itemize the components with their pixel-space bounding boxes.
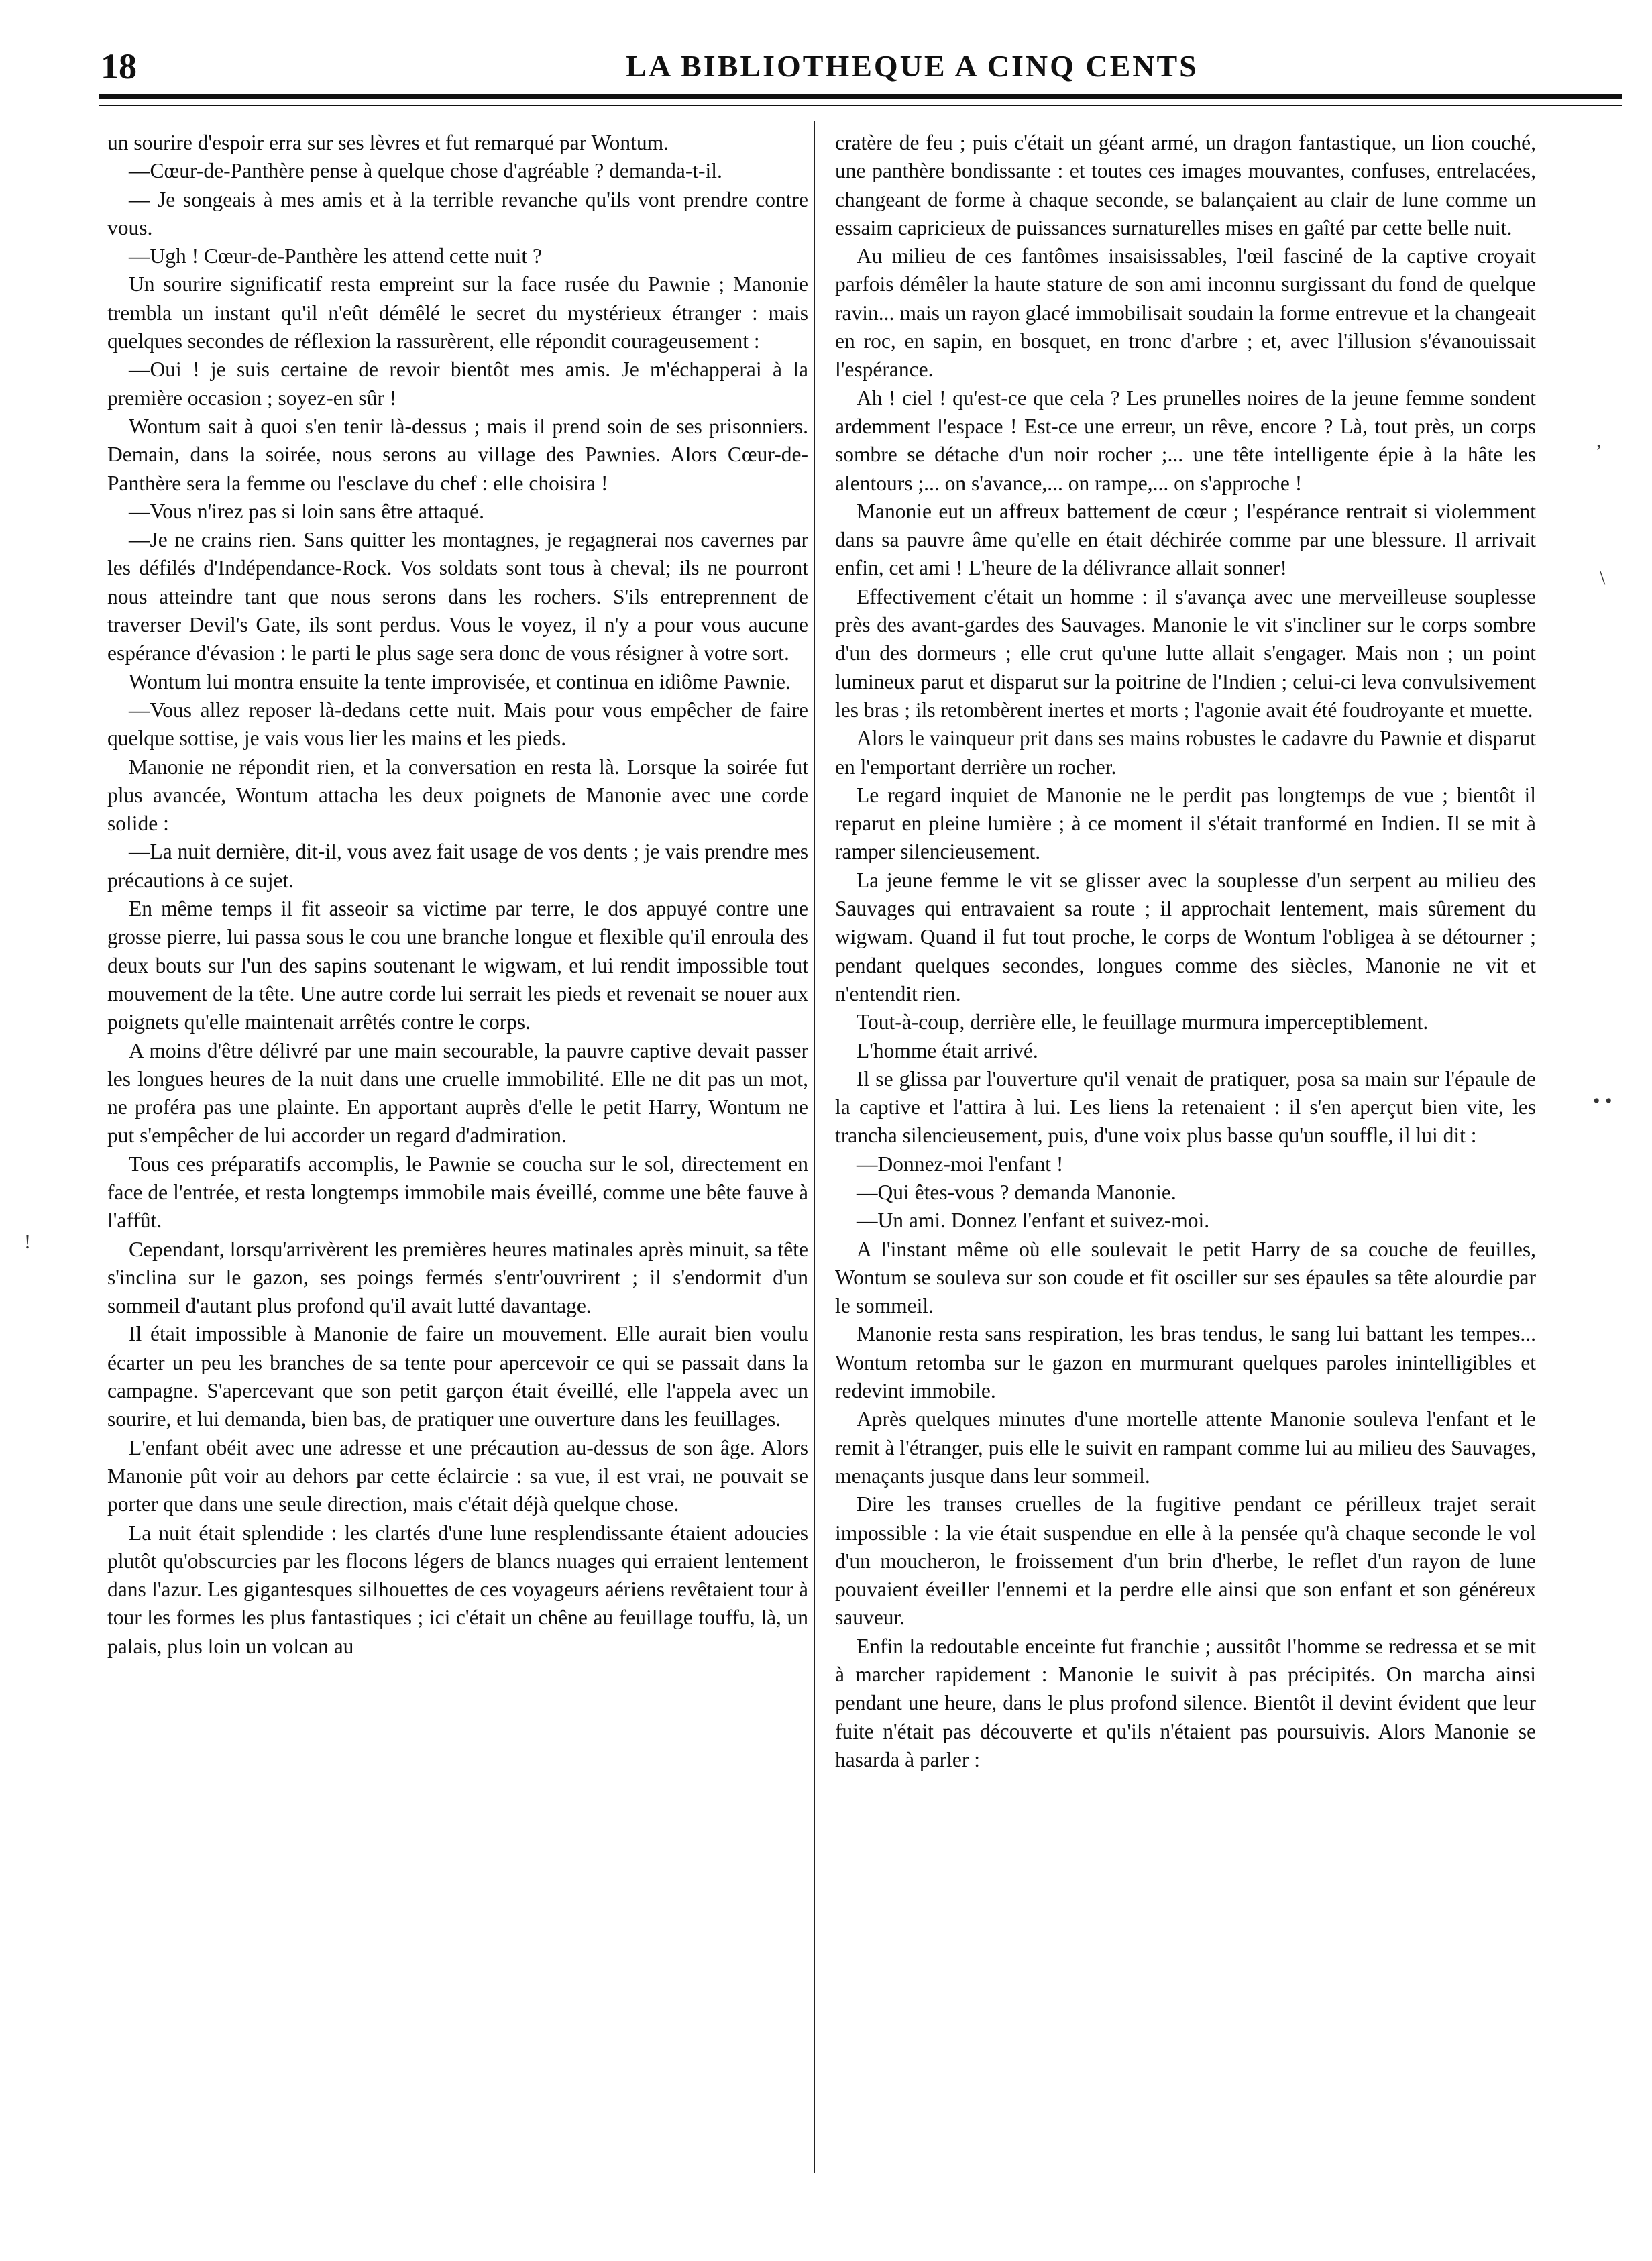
paragraph: —Donnez-moi l'enfant ! bbox=[857, 1152, 1064, 1176]
paragraph: Manonie eut un affreux battement de cœur ; l'espérance rentrait si violemment dans sa pauvre âme qu'elle en était déchirée comme par une blessure. Il arrivait enfin, cet ami ! L'heure de la délivrance allait sonner! bbox=[835, 499, 1536, 580]
header-rule-thin bbox=[99, 105, 1622, 106]
page-number: 18 bbox=[101, 46, 137, 87]
column-divider bbox=[814, 121, 815, 2173]
paragraph: — Je songeais à mes amis et à la terrible revanche qu'ils vont prendre contre vous. bbox=[107, 187, 808, 239]
paragraph: En même temps il fit asseoir sa victime par terre, le dos appuyé contre une grosse pierre, lui passa sous le cou une branche longue et flexible qu'il enroula des deux bouts sur l'un des sapins soutenant le wigwam, et lui rendit impossible tout mouvement de la tête. Une autre corde lui serrait les pieds et revenait se nouer aux poignets qu'elle maintenait arrêtés contre le corps. bbox=[107, 897, 808, 1034]
paragraph: Wontum sait à quoi s'en tenir là-dessus ; mais il prend soin de ses prisonniers. Demain, dans la soirée, nous serons au village des Pawnies. Alors Cœur-de-Panthère sera la femme ou l'esclave du chef : elle choisira ! bbox=[107, 414, 808, 495]
paragraph: Il était impossible à Manonie de faire un mouvement. Elle aurait bien voulu écarter un peu les branches de sa tente pour apercevoir ce qui se passait dans la campagne. S'apercevant que son petit garçon était éveillé, elle l'appela avec un sourire, et lui demanda, bien bas, de pratiquer une ouverture dans les feuillages. bbox=[107, 1322, 808, 1431]
paragraph: un sourire d'espoir erra sur ses lèvres et fut remarqué par Wontum. bbox=[107, 131, 669, 154]
paragraph: —Vous allez reposer là-dedans cette nuit. Mais pour vous empêcher de faire quelque sottise, je vais vous lier les mains et les pieds. bbox=[107, 698, 808, 751]
right-column bbox=[835, 129, 1536, 1774]
paragraph: Au milieu de ces fantômes insaisissables, l'œil fasciné de la captive croyait parfois démêler la haute stature de son ami inconnu surgissant du fond de quelque ravin... mais un rayon glacé immobilisait soudain la forme entrevue et la changeait en roc, en sapin, en bosquet, en tronc d'arbre ; et, avec l'illusion s'évanouissait l'espérance. bbox=[835, 244, 1536, 382]
running-title: LA BIBLIOTHEQUE A CINQ CENTS bbox=[626, 49, 1199, 83]
paragraph: Le regard inquiet de Manonie ne le perdit pas longtemps de vue ; bientôt il reparut en pleine lumière ; à ce moment il s'était tranformé en Indien. Il se mit à ramper silencieusement. bbox=[835, 783, 1536, 864]
paragraph: Enfin la redoutable enceinte fut franchie ; aussitôt l'homme se redressa et se mit à marcher rapidement : Manonie le suivit à pas précipités. On marcha ainsi pendant une heure, dans le plus profond silence. Bientôt il devint évident que leur fuite n'était pas découverte et qu'ils n'étaient pas poursuivis. Alors Manonie se hasarda à parler : bbox=[835, 1634, 1536, 1771]
paragraph: —La nuit dernière, dit-il, vous avez fait usage de vos dents ; je vais prendre mes précautions à ce sujet. bbox=[107, 840, 808, 892]
paragraph: —Cœur-de-Panthère pense à quelque chose d'agréable ? demanda-t-il. bbox=[129, 159, 722, 183]
paragraph: L'homme était arrivé. bbox=[857, 1038, 1038, 1062]
paragraph: —Je ne crains rien. Sans quitter les montagnes, je regagnerai nos cavernes par les défilés d'Indépendance-Rock. Vos soldats sont tous à cheval; ils ne pourront nous atteindre tant que nous serons dans les rochers. S'ils entreprennent de traverser Devil's Gate, ils sont perdus. Vous le voyez, il n'y a pour vous aucune espérance d'évasion : le parti le plus sage sera donc de vous résigner à votre sort. bbox=[107, 528, 808, 665]
paragraph: —Qui êtes-vous ? demanda Manonie. bbox=[857, 1180, 1176, 1204]
paragraph: L'enfant obéit avec une adresse et une précaution au-dessus de son âge. Alors Manonie pût voir au dehors par cette éclaircie : sa vue, il est vrai, ne pouvait se porter que dans une seule direction, mais c'était déjà quelque chose. bbox=[107, 1435, 808, 1516]
paragraph: Après quelques minutes d'une mortelle attente Manonie souleva l'enfant et le remit à l'étranger, puis elle le suivit en rampant comme lui au milieu des Sauvages, menaçants jusque dans leur sommeil. bbox=[835, 1407, 1536, 1488]
paragraph: Tous ces préparatifs accomplis, le Pawnie se coucha sur le sol, directement en face de l'entrée, et resta longtemps immobile mais éveillé, comme une bête fauve à l'affût. bbox=[107, 1152, 808, 1233]
paragraph: La nuit était splendide : les clartés d'une lune resplendissante étaient adoucies plutôt qu'obscurcies par les flocons légers de blancs nuages qui erraient lentement dans l'azur. Les gigantesques silhouettes de ces voyageurs aériens revêtaient tour à tour les formes les plus fantastiques ; ici c'était un chêne au feuillage touffu, là, un palais, plus loin un volcan au bbox=[107, 1521, 808, 1658]
paragraph: Wontum lui montra ensuite la tente improvisée, et continua en idiôme Pawnie. bbox=[129, 669, 791, 694]
left-column bbox=[107, 129, 808, 1661]
header-rule-thick bbox=[99, 94, 1622, 99]
paragraph: Dire les transes cruelles de la fugitive pendant ce périlleux trajet serait impossible : la vie était suspendue en elle à la pensée qu'à chaque seconde le vol d'un moucheron, le froissement d'un brin d'herbe, le reflet d'un rayon de lune pouvaient éveiller l'ennemi et la perdre elle ainsi que son enfant et son généreux sauveur. bbox=[835, 1492, 1536, 1630]
paragraph: Cependant, lorsqu'arrivèrent les premières heures matinales après minuit, sa tête s'inclina sur le gazon, ses poings fermés s'entr'ouvrirent ; il s'endormit d'un sommeil d'autant plus profond qu'il avait lutté davantage. bbox=[107, 1237, 808, 1318]
paragraph: —Oui ! je suis certaine de revoir bientôt mes amis. Je m'échapperai à la première occasion ; soyez-en sûr ! bbox=[107, 357, 808, 410]
paragraph: Il se glissa par l'ouverture qu'il venait de pratiquer, posa sa main sur l'épaule de la captive et l'attira à lui. Les liens la retenaient : il s'en aperçut bien vite, les trancha silencieusement, puis, d'une voix plus basse qu'un souffle, il lui dit : bbox=[835, 1066, 1536, 1148]
paragraph: —Ugh ! Cœur-de-Panthère les attend cette nuit ? bbox=[129, 244, 543, 268]
paragraph: Manonie ne répondit rien, et la conversation en resta là. Lorsque la soirée fut plus avancée, Wontum attacha les deux poignets de Manonie avec une corde solide : bbox=[107, 755, 808, 836]
margin-mark-left: ! bbox=[24, 1231, 31, 1253]
paragraph: Un sourire significatif resta empreint sur la face rusée du Pawnie ; Manonie trembla un instant qu'il n'eût démêlé le secret du mystérieux étranger : mais quelques secondes de réflexion la rassurèrent, elle répondit courageusement : bbox=[107, 272, 808, 353]
paragraph: cratère de feu ; puis c'était un géant armé, un dragon fantastique, un lion couché, une panthère bondissante : et toutes ces images mouvantes, confuses, entrelacées, changeant de forme à chaque seconde, se balançaient au clair de lune comme un essaim capricieux de puissances surnaturelles mises en gaîté par cette belle nuit. bbox=[835, 131, 1536, 239]
margin-mark-right-mid: • • bbox=[1593, 1090, 1612, 1112]
paragraph: Effectivement c'était un homme : il s'avança avec une merveilleuse souplesse près des avant-gardes des Sauvages. Manonie le vit s'incliner sur le corps sombre d'un des dormeurs ; elle crut qu'une lutte allait s'engager. Mais non ; un point lumineux parut et disparut sur la poitrine de l'Indien ; celui-ci leva convulsivement les bras ; ils retombèrent inertes et morts ; l'agonie avait été foudroyante et muette. bbox=[835, 584, 1536, 722]
margin-mark-right-small: \ bbox=[1600, 567, 1606, 589]
paragraph: —Un ami. Donnez l'enfant et suivez-moi. bbox=[857, 1209, 1210, 1233]
paragraph: Tout-à-coup, derrière elle, le feuillage murmura imperceptiblement. bbox=[857, 1010, 1429, 1034]
paragraph: Manonie resta sans respiration, les bras tendus, le sang lui battant les tempes... Wontum retomba sur le gazon en murmurant quelques paroles inintelligibles et redevint immobile. bbox=[835, 1322, 1536, 1403]
margin-mark-right-top: , bbox=[1596, 429, 1602, 451]
paragraph: —Vous n'irez pas si loin sans être attaqué. bbox=[129, 499, 484, 523]
paragraph: Alors le vainqueur prit dans ses mains robustes le cadavre du Pawnie et disparut en l'emportant derrière un rocher. bbox=[835, 726, 1536, 779]
paragraph: Ah ! ciel ! qu'est-ce que cela ? Les prunelles noires de la jeune femme sondent ardemment l'espace ! Est-ce une erreur, un rêve, encore ? Là, tout près, un corps sombre se détache d'un noir rocher ;... une tête intelligente épie à la hâte les alentours ;... on s'avance,... on rampe,... on s'approche ! bbox=[835, 386, 1536, 495]
paragraph: A moins d'être délivré par une main secourable, la pauvre captive devait passer les longues heures de la nuit dans une cruelle immobilité. Elle ne dit pas un mot, ne proféra pas une plainte. En apportant auprès d'elle le petit Harry, Wontum ne put s'empêcher de lui accorder un regard d'admiration. bbox=[107, 1038, 808, 1148]
paragraph: La jeune femme le vit se glisser avec la souplesse d'un serpent au milieu des Sauvages qui entravaient sa route ; il approchait lentement, mais sûrement du wigwam. Quand il fut tout proche, le corps de Wontum l'obligea à se détourner ; pendant quelques secondes, longues comme des siècles, Manonie ne vit et n'entendit rien. bbox=[835, 868, 1536, 1005]
paragraph: A l'instant même où elle soulevait le petit Harry de sa couche de feuilles, Wontum se souleva sur son coude et fit osciller sur ses épaules sa tête alourdie par le sommeil. bbox=[835, 1237, 1536, 1318]
page-header bbox=[101, 46, 1610, 99]
